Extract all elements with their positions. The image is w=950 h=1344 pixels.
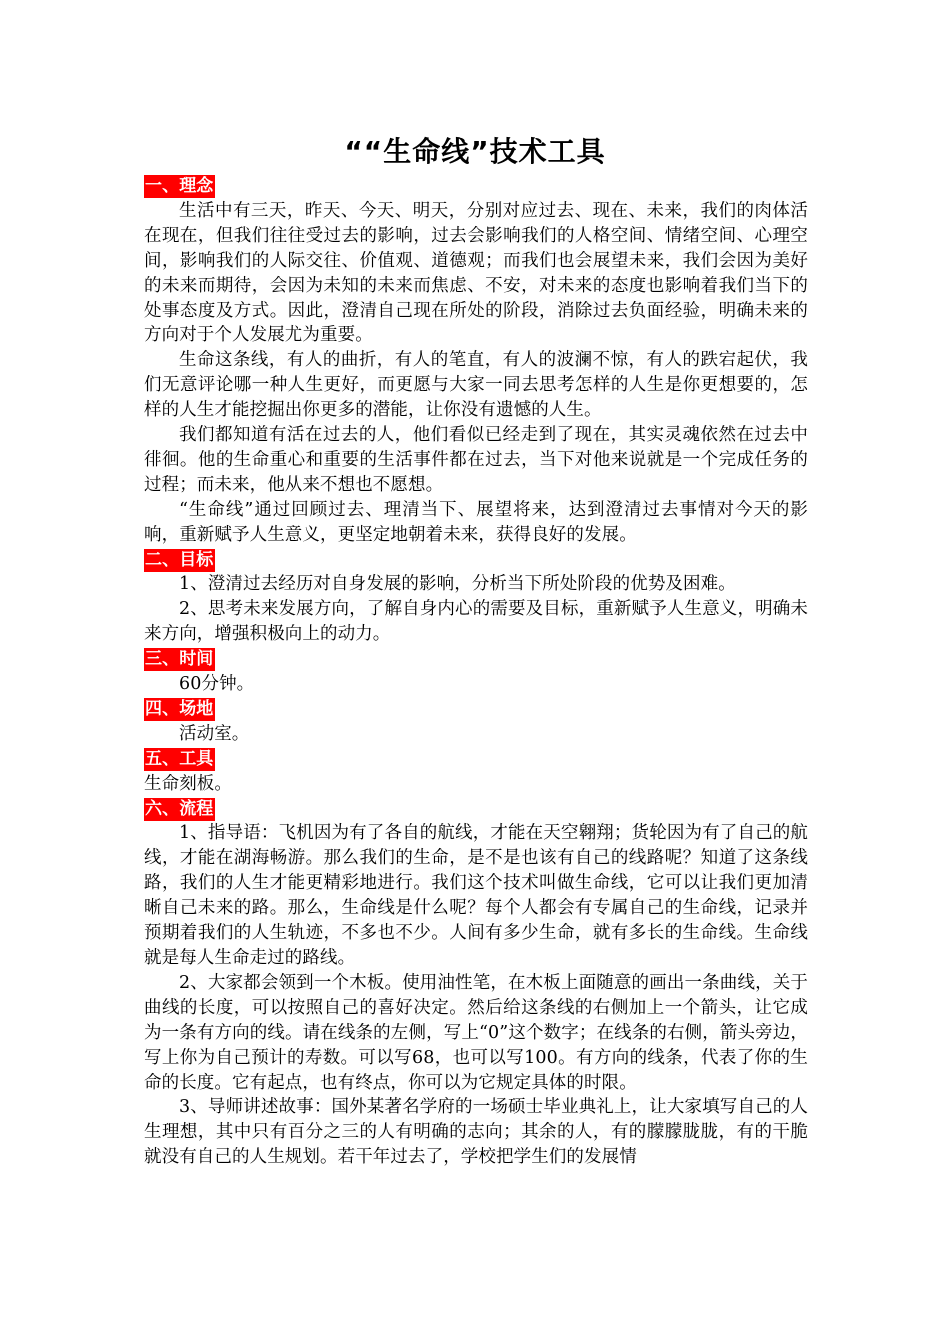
paragraph: 生命这条线，有人的曲折，有人的笔直，有人的波澜不惊，有人的跌宕起伏，我们无意评论哪一种人生更好，而更愿与大家一同去思考怎样的人生是你更想要的，怎样的人生才能挖掘出你更多的潜能，让你没有遗憾的人生。 bbox=[144, 350, 808, 421]
section-heading-tools bbox=[144, 747, 808, 772]
paragraph: “生命线”通过回顾过去、理清当下、展望将来，达到澄清过去事情对今天的影响，重新赋予人生意义，更坚定地朝着未来，获得良好的发展。 bbox=[144, 499, 808, 545]
section-heading-label: 五、工具 bbox=[145, 748, 214, 769]
section-heading-venue bbox=[144, 697, 808, 722]
section-heading-label: 四、场地 bbox=[145, 698, 214, 719]
section-heading-label: 一、理念 bbox=[145, 176, 214, 196]
paragraph: 生命刻板。 bbox=[144, 773, 232, 794]
section-heading-goals bbox=[144, 548, 808, 573]
paragraph: 60分钟。 bbox=[179, 674, 255, 695]
section-heading-concept bbox=[144, 174, 808, 199]
paragraph: 1、指导语：飞机因为有了各自的航线，才能在天空翱翔；货轮因为有了自己的航线，才能在湖海畅游。那么我们的生命，是不是也该有自己的线路呢？知道了这条线路，我们的人生才能更精彩地进行。我们这个技术叫做生命线，它可以让我们更加清晰自己未来的路。那么，生命线是什么呢？每个人都会有专属自己的生命线，记录并预期着我们的人生轨迹，不多也不少。人间有多少生命，就有多长的生命线。生命线就是每人生命走过的路线。 bbox=[144, 823, 808, 968]
paragraph: 1、澄清过去经历对自身发展的影响，分析当下所处阶段的优势及困难。 bbox=[179, 574, 736, 595]
paragraph: 2、大家都会领到一个木板。使用油性笔，在木板上面随意的画出一条曲线，关于曲线的长度，可以按照自己的喜好决定。然后给这条线的右侧加上一个箭头，让它成为一条有方向的线。请在线条的左侧，写上“0”这个数字；在线条的右侧，箭头旁边，写上你为自己预计的寿数。可以写68，也可以写100。有方向的线条，代表了你的生命的长度。它有起点，也有终点，你可以为它规定具体的时限。 bbox=[144, 972, 808, 1093]
section-heading-label: 三、时间 bbox=[145, 649, 214, 670]
section-heading-procedure bbox=[144, 797, 808, 822]
document-title: ““生命线”技术工具 bbox=[344, 135, 606, 168]
paragraph: 活动室。 bbox=[179, 723, 250, 744]
section-heading-label: 二、目标 bbox=[145, 549, 214, 570]
document-body bbox=[144, 174, 808, 1170]
paragraph: 3、导师讲述故事：国外某著名学府的一场硕士毕业典礼上，让大家填写自己的人生理想，其中只有百分之三的人有明确的志向；其余的人，有的朦朦胧胧，有的干脆就没有自己的人生规划。若干年过去了，学校把学生们的发展情 bbox=[144, 1097, 808, 1168]
section-heading-time bbox=[144, 647, 808, 672]
paragraph: 我们都知道有活在过去的人，他们看似已经走到了现在，其实灵魂依然在过去中徘徊。他的生命重心和重要的生活事件都在过去，当下对他来说就是一个完成任务的过程；而未来，他从来不想也不愿想。 bbox=[144, 425, 808, 495]
paragraph: 生活中有三天，昨天、今天、明天，分别对应过去、现在、未来，我们的肉体活在现在，但我们往往受过去的影响，过去会影响我们的人格空间、情绪空间、心理空间，影响我们的人际交往、价值观、道德观；而我们也会展望未来，我们会因为美好的未来而期待，会因为未知的未来而焦虑、不安，对未来的态度也影响着我们当下的处事态度及方式。因此，澄清自己现在所处的阶段，消除过去负面经验，明确未来的方向对于个人发展尤为重要。 bbox=[144, 200, 808, 346]
paragraph: 2、思考未来发展方向，了解自身内心的需要及目标，重新赋予人生意义，明确未来方向，增强积极向上的动力。 bbox=[144, 599, 808, 645]
section-heading-label: 六、流程 bbox=[145, 798, 214, 819]
